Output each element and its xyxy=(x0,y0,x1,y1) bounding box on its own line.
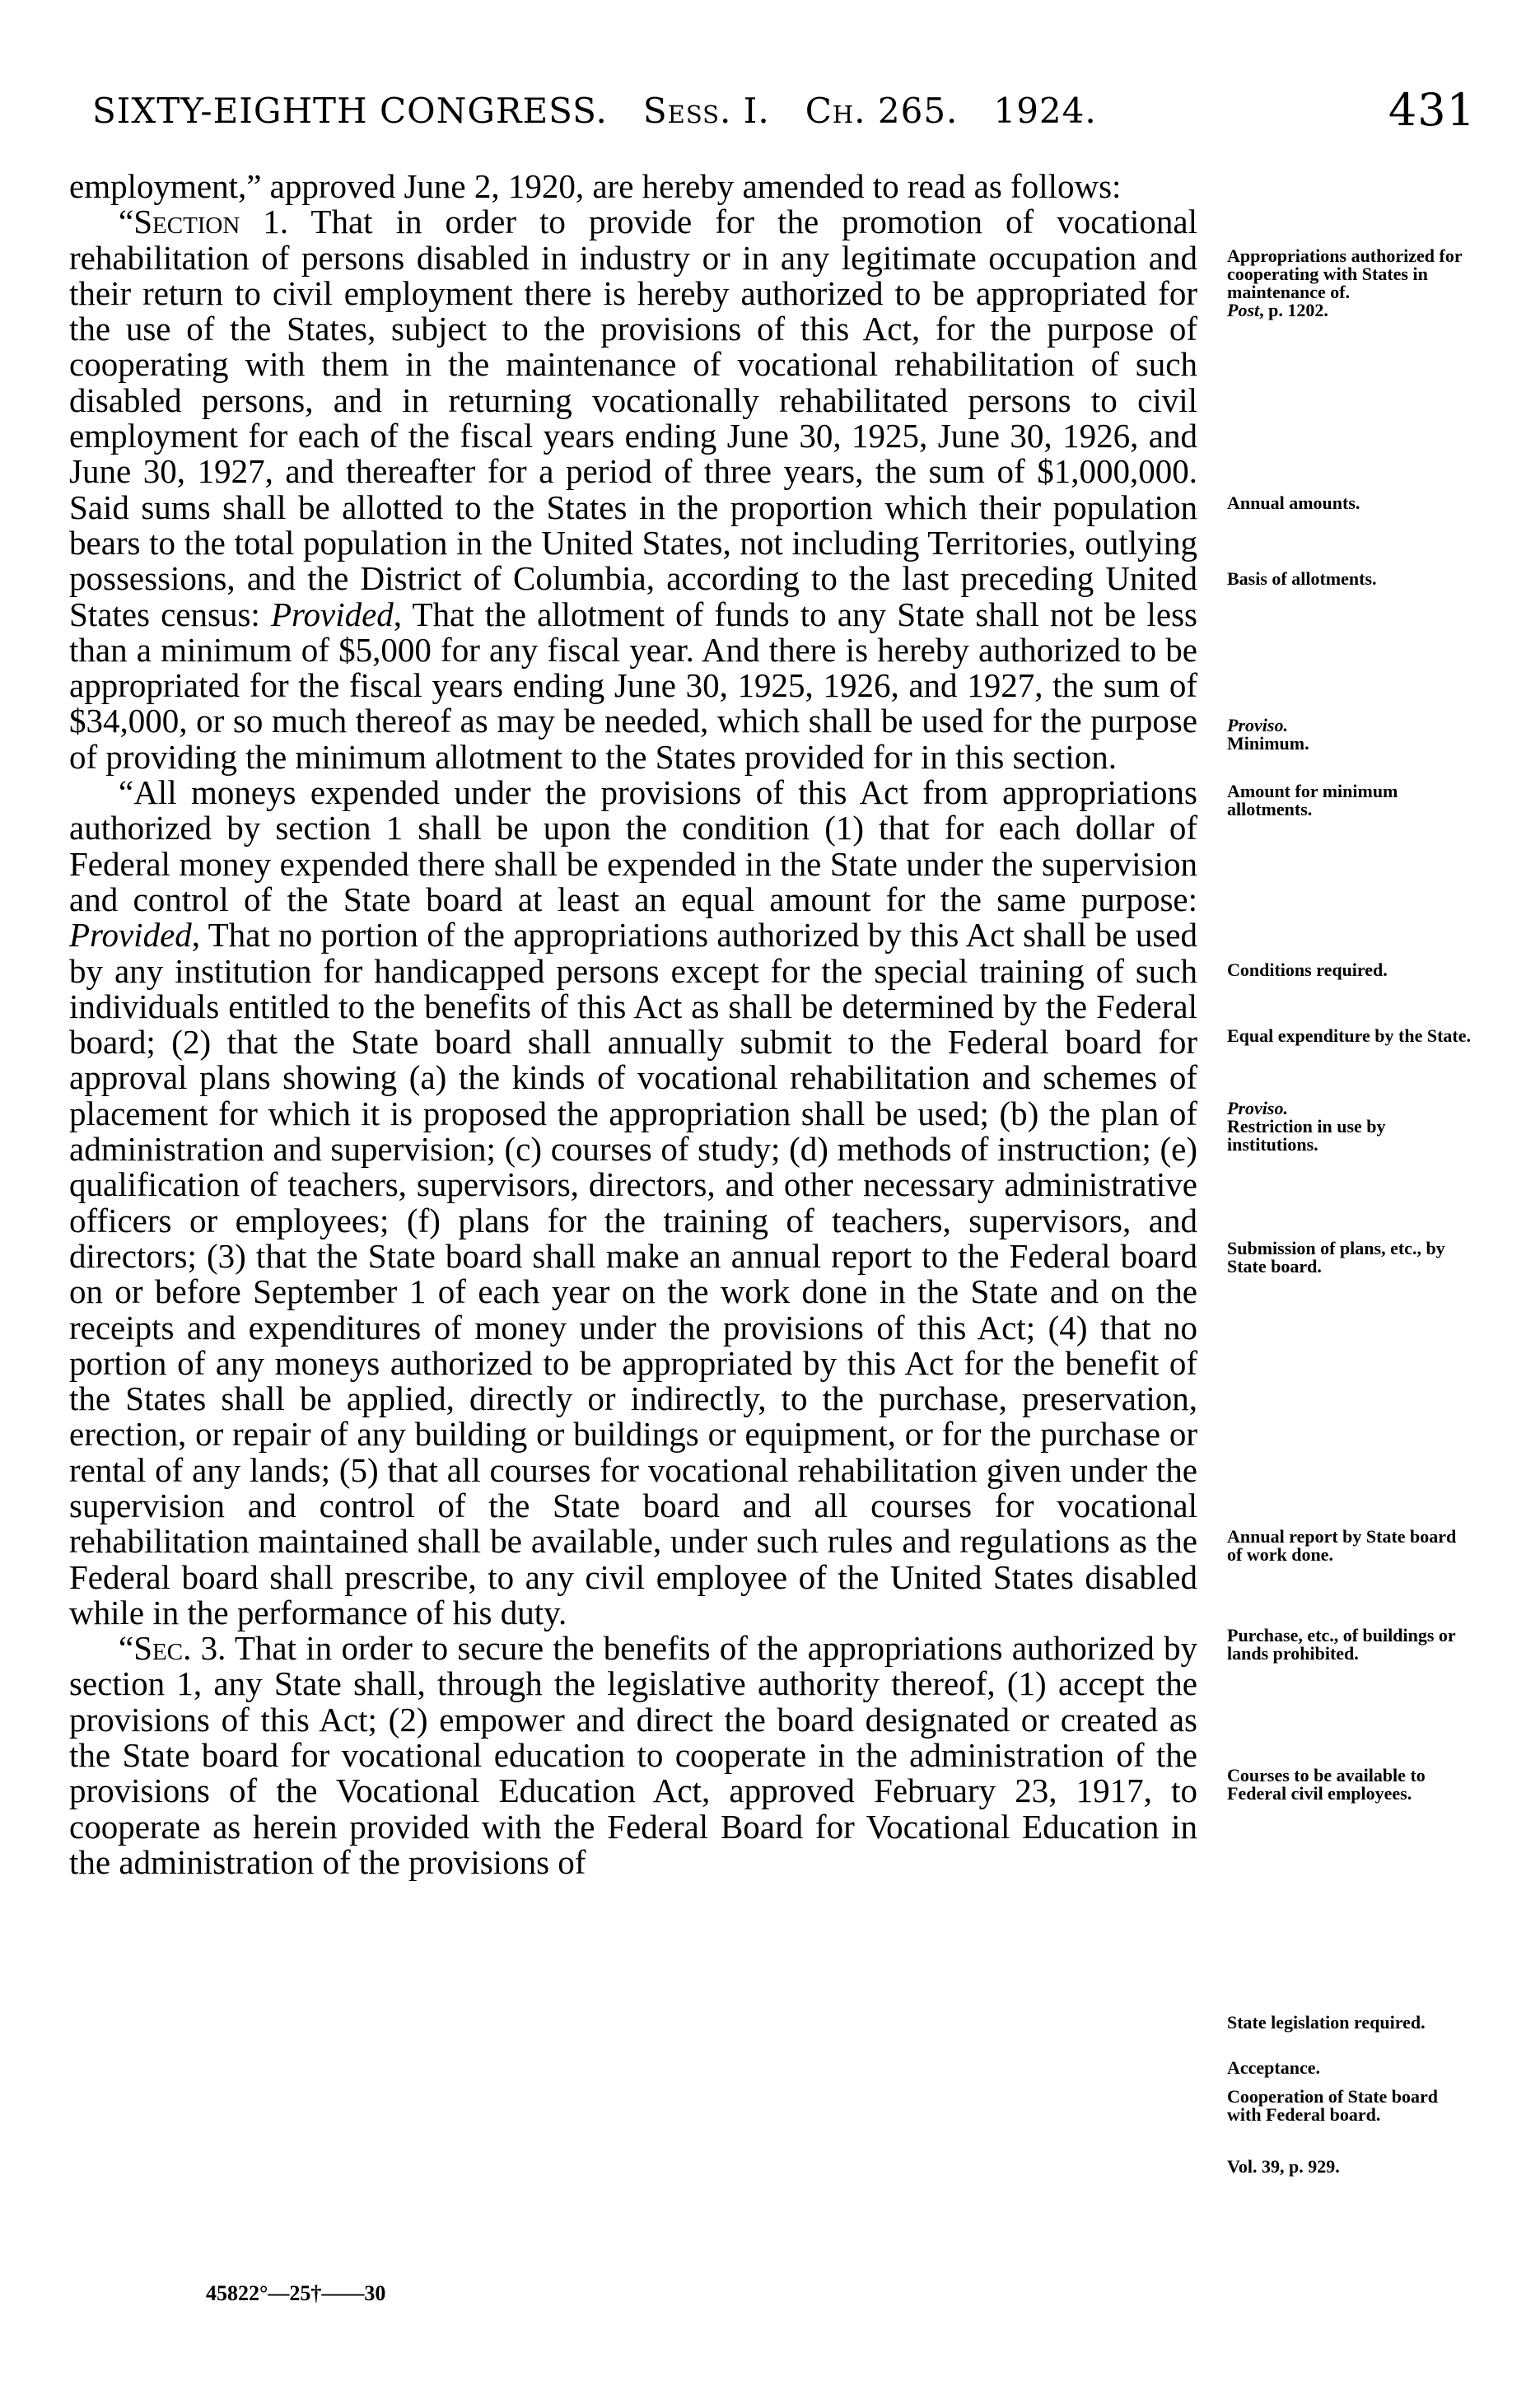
margin-note-amount-minimum: Amount for minimum allotments. xyxy=(1227,781,1398,819)
paragraph-1 xyxy=(69,169,1197,204)
page-number: 431 xyxy=(1388,84,1476,136)
section-3-text: 3. That in order to secure the benefits of the appropriations authorized by section 1, any State shall, through the legislative authority thereof, (1) accept the provisions of this Act; (2) empower and direct the board designated or created as the State board for vocational education to cooperate in the administration of the provisions of the Vocational Education Act, approved February 23, 1917, to cooperate as herein provided with the Federal Board for Vocational Education in the administration of the provisions of xyxy=(69,1629,1197,1881)
section-1-text-a: 1. That in order to provide for the promotion of vocational rehabilitation of persons disabled in industry or in any legitimate occupation and their return to civil employment there is hereby authorized to be appropriated for the use of the States, subject to the provisions of this Act, for the purpose of cooperating with them in the maintenance of vocational rehabilitation of such disabled persons, and in returning vocationally rehabilitated persons to civil employment for each of the fiscal years ending June 30, 1925, June 30, 1926, and June 30, 1927, and thereafter for a period of three years, the sum of $1,000,000. Said sums shall be allotted to the States in the proportion which their population bears to the total population in the United States, not including Territories, outlying possessions, and the District of Columbia, according to the last preceding United States census: xyxy=(69,203,1197,633)
paragraph-section-3 xyxy=(69,1631,1197,1880)
proviso-word: Provided xyxy=(69,916,192,955)
margin-note-cooperation: Cooperation of State board with Federal board. xyxy=(1227,2086,1439,2125)
margin-note-state-legislation: State legislation required. xyxy=(1227,2012,1426,2033)
margin-note-proviso-minimum: Proviso. Minimum. xyxy=(1227,715,1309,754)
running-head xyxy=(92,91,1097,131)
section-word: Section xyxy=(133,203,240,241)
sec-word: Sec. xyxy=(133,1629,192,1668)
session-label: Sess. I. xyxy=(642,91,770,131)
year-label: 1924. xyxy=(993,91,1097,131)
margin-note-appropriations: Appropriations authorized for cooperating with States in maintenance of. Post, p. 1202. xyxy=(1227,245,1463,320)
margin-note-annual-amounts: Annual amounts. xyxy=(1227,492,1360,513)
congress-label: SIXTY-EIGHTH CONGRESS. xyxy=(92,91,608,131)
paragraph-section-1 xyxy=(69,204,1197,775)
margin-note-equal-expenditure: Equal expenditure by the State. xyxy=(1227,1025,1472,1046)
body-text xyxy=(69,169,1197,1880)
paragraph-conditions xyxy=(69,775,1197,1631)
margin-note-basis: Basis of allotments. xyxy=(1227,568,1377,589)
margin-note-restriction: Proviso. Restriction in use by institutions. xyxy=(1227,1098,1386,1155)
margin-note-acceptance: Acceptance. xyxy=(1227,2057,1321,2078)
margin-note-volume-reference: Vol. 39, p. 929. xyxy=(1227,2156,1340,2177)
conditions-text-b: , That no portion of the appropriations authorized by this Act shall be used by any institution for handicapped persons except for the special training of such individuals entitled to the benefits of this Act as shall be determined by the Federal board; (2) that the State board shall annually submit to the Federal board for approval plans showing (a) the kinds of vocational rehabilitation and schemes of placement for which it is proposed the appropriation shall be used; (b) the plan of administration and supervision; (c) courses of study; (d) methods of instruction; (e) qualification of teachers, supervisors, directors, and other necessary administrative officers or employees; (f) plans for the training of teachers, supervisors, and directors; (3) that the State board shall make an annual report to the Federal board on or before September 1 of each year on the work done in the State and on the receipts and expenditures of money under the provisions of this Act; (4) that no portion of any moneys authorized to be appropriated by this Act for the benefit of the States shall be applied, directly or indirectly, to the purchase, preservation, erection, or repair of any building or buildings or equipment, or for the purchase or rental of any lands; (5) that all courses for vocational rehabilitation given under the supervision and control of the State board and all courses for vocational rehabilitation maintained shall be available, under such rules and regulations as the Federal board shall prescribe, to any civil employee of the United States disabled while in the performance of his duty. xyxy=(69,916,1197,1631)
open-quote: “ xyxy=(119,1629,134,1668)
margin-note-submission: Submission of plans, etc., by State board. xyxy=(1227,1238,1445,1277)
margin-note-purchase: Purchase, etc., of buildings or lands prohibited. xyxy=(1227,1625,1456,1664)
chapter-label: Ch. 265. xyxy=(805,91,959,131)
printer-imprint: 45822°—25†——30 xyxy=(206,2281,386,2305)
conditions-text-a: “All moneys expended under the provisions of this Act from appropriations authorized by section 1 shall be upon the condition (1) that for each dollar of Federal money expended there shall be expended in the State under the supervision and control of the State board at least an equal amount for the same purpose: xyxy=(69,773,1197,918)
margin-note-courses: Courses to be available to Federal civil employees. xyxy=(1227,1765,1426,1804)
page-header xyxy=(92,84,1476,156)
proviso-word: Provided xyxy=(271,595,394,633)
margin-note-conditions: Conditions required. xyxy=(1227,959,1388,980)
section-1-text-b: , That the allotment of funds to any State shall not be less than a minimum of $5,000 for any fiscal year. And there is hereby authorized to be appropriated for the fiscal years ending June 30, 1925, 1926, and 1927, the sum of $34,000, or so much thereof as may be needed, which shall be used for the purpose of providing the minimum allotment to the States provided for in this section. xyxy=(69,595,1197,776)
paragraph-1-text: employment,” approved June 2, 1920, are hereby amended to read as follows: xyxy=(69,167,1122,205)
open-quote: “ xyxy=(119,203,134,241)
margin-note-annual-report: Annual report by State board of work done. xyxy=(1227,1526,1457,1565)
